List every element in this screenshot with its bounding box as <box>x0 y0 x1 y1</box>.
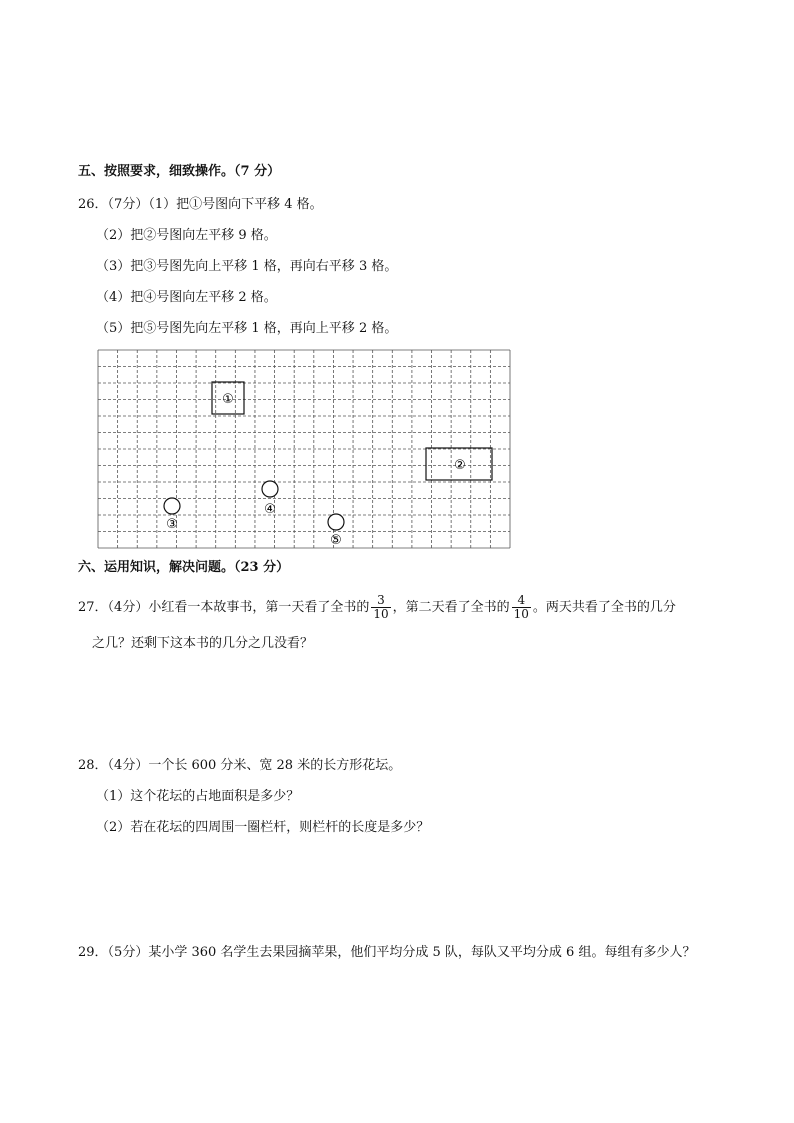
question-26-item-5: （5）把⑤号图先向左平移 1 格，再向上平移 2 格。 <box>96 321 398 336</box>
shape-1-label: ① <box>222 392 234 407</box>
fraction-1 <box>371 594 390 621</box>
question-26-stem: 26．（7分）（1）把①号图向下平移 4 格。 <box>78 197 323 212</box>
shape-4 <box>262 481 278 517</box>
question-27-part-2: ，第二天看了全书的 <box>392 600 510 615</box>
fraction-1-denominator: 10 <box>373 607 389 621</box>
shape-2-label: ② <box>454 458 466 473</box>
fraction-2-denominator: 10 <box>513 607 529 621</box>
shape-3-label: ③ <box>166 517 178 532</box>
question-29-stem: 29．（5分）某小学 360 名学生去果园摘苹果，他们平均分成 5 队，每队又平均分成 6 组。每组有多少人？ <box>78 945 696 960</box>
shape-5-label: ⑤ <box>330 533 342 548</box>
question-27-part-3: 。两天共看了全书的几分 <box>532 600 676 615</box>
shape-5 <box>328 514 344 548</box>
section-5-heading: 五、按照要求，细致操作。（7 分） <box>78 164 281 179</box>
shape-1 <box>212 382 244 414</box>
question-27-line-1 <box>78 590 676 626</box>
fraction-2-numerator: 4 <box>517 593 526 607</box>
question-26-item-4: （4）把④号图向左平移 2 格。 <box>96 290 277 305</box>
question-28-item-2: （2）若在花坛的四周围一圈栏杆，则栏杆的长度是多少？ <box>96 820 430 835</box>
question-27-line-2: 之几？还剩下这本书的几分之几没看？ <box>92 636 314 651</box>
shape-3 <box>164 498 180 532</box>
question-28-stem: 28．（4分）一个长 600 分米、宽 28 米的长方形花坛。 <box>78 758 402 773</box>
question-28-item-1: （1）这个花坛的占地面积是多少？ <box>96 789 300 804</box>
question-26-item-3: （3）把③号图先向上平移 1 格，再向右平移 3 格。 <box>96 259 398 274</box>
section-6-heading: 六、运用知识，解决问题。（23 分） <box>78 560 290 575</box>
question-27-part-1: 27．（4分）小红看一本故事书，第一天看了全书的 <box>78 600 370 615</box>
grid-lines <box>98 350 510 548</box>
shape-4-label: ④ <box>264 502 276 517</box>
question-26-item-2: （2）把②号图向左平移 9 格。 <box>96 228 277 243</box>
shape-2 <box>426 448 492 480</box>
fraction-2 <box>512 594 531 621</box>
fraction-1-numerator: 3 <box>377 593 385 607</box>
translation-grid <box>97 349 511 549</box>
